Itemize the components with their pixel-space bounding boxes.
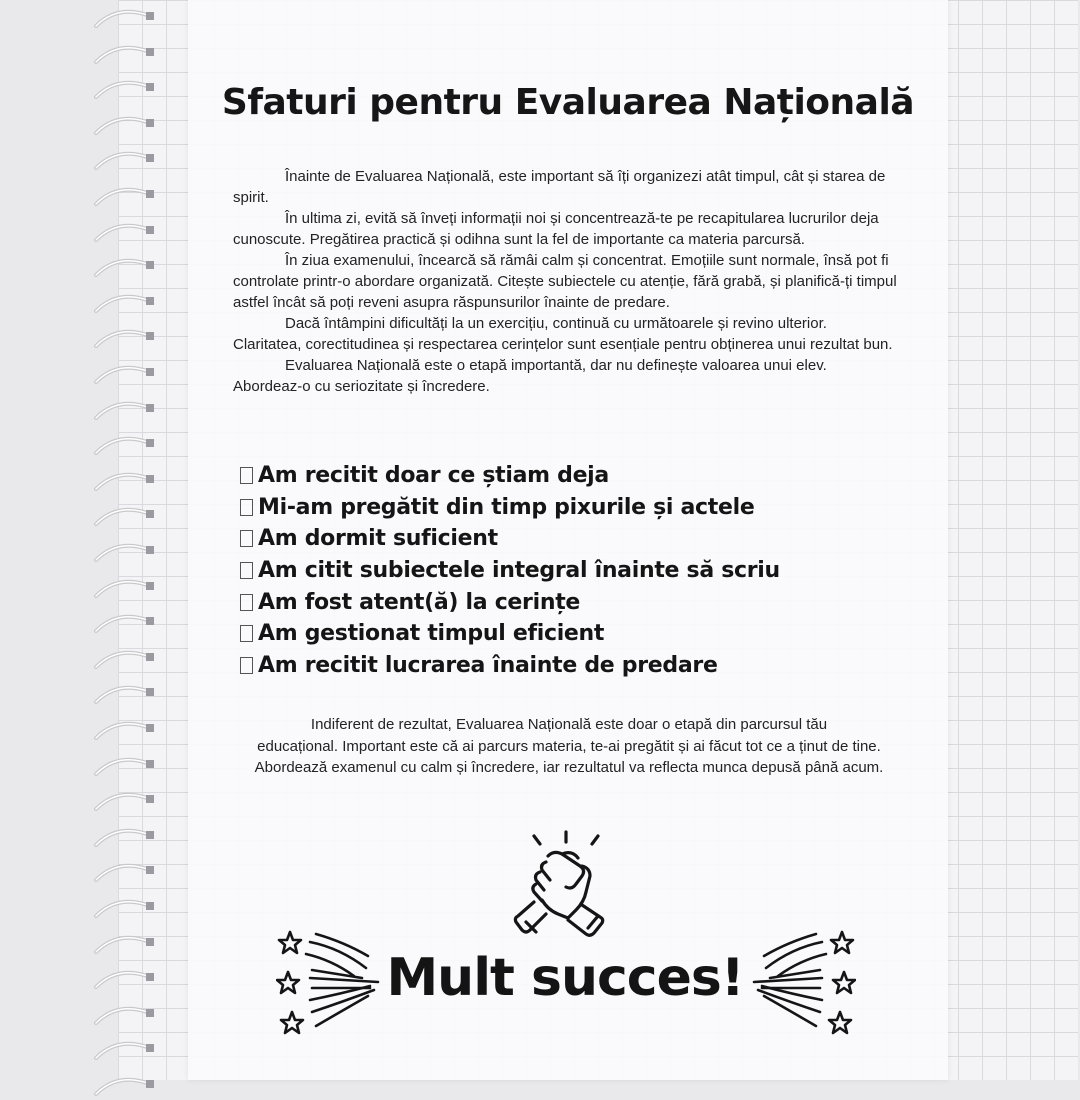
spiral-ring — [90, 218, 165, 246]
spiral-ring — [90, 146, 165, 174]
spiral-ring — [90, 360, 165, 388]
spiral-ring — [90, 894, 165, 922]
spiral-ring — [90, 645, 165, 673]
star-burst-right-icon — [748, 930, 856, 1042]
checkbox-empty-icon[interactable] — [240, 625, 253, 642]
spiral-ring — [90, 787, 165, 815]
intro-paragraph: Dacă întâmpini dificultăți la un exercițiu, continuă cu următoarele și revino ulterior. Claritatea, corectitudinea și respectarea cerințelor sunt esențiale pentru obținerea unui rezultat bun. — [233, 315, 893, 353]
checklist-item[interactable] — [240, 650, 880, 682]
spiral-ring — [90, 858, 165, 886]
closing-text — [222, 714, 916, 779]
spiral-ring — [90, 253, 165, 281]
spiral-ring — [90, 930, 165, 958]
checklist-item[interactable] — [240, 492, 880, 524]
intro-paragraph: În ultima zi, evită să înveți informații noi și concentrează-te pe recapitularea lucrurilor deja cunoscute. Pregătirea practică și odihna sunt la fel de importante ca materia parcursă. — [233, 210, 879, 248]
spiral-ring — [90, 502, 165, 530]
checklist-item[interactable] — [240, 460, 880, 492]
spiral-ring — [90, 823, 165, 851]
closing-line: Indiferent de rezultat, Evaluarea Națională este doar o etapă din parcursul tău — [310, 716, 828, 733]
checklist — [240, 460, 880, 681]
spiral-ring — [90, 965, 165, 993]
spiral-ring — [90, 289, 165, 317]
spiral-ring — [90, 431, 165, 459]
checkbox-empty-icon[interactable] — [240, 499, 253, 516]
intro-text — [233, 166, 897, 397]
checklist-item-label: Mi-am pregătit din timp pixurile și actele — [258, 494, 755, 520]
spiral-ring — [90, 716, 165, 744]
checklist-item[interactable] — [240, 618, 880, 650]
spiral-ring — [90, 182, 165, 210]
spiral-ring — [90, 680, 165, 708]
checklist-item[interactable] — [240, 555, 880, 587]
spiral-ring — [90, 396, 165, 424]
spiral-ring — [90, 75, 165, 103]
star-burst-left-icon — [276, 930, 384, 1042]
checklist-item-label: Am citit subiectele integral înainte să scriu — [258, 558, 780, 584]
spiral-binding — [90, 0, 170, 1080]
checklist-item-label: Am fost atent(ă) la cerințe — [258, 589, 581, 615]
page-title: Sfaturi pentru Evaluarea Națională — [221, 82, 915, 123]
checklist-item-label: Am dormit suficient — [258, 526, 498, 552]
intro-paragraph: În ziua examenului, încearcă să rămâi calm și concentrat. Emoțiile sunt normale, însă pot fi controlate printr-o abordare organizată. Citește subiectele cu atenție, fără grabă, și planifică-ți timpul astfel încât să poți reveni asupra răspunsurilor înainte de predare. — [233, 252, 897, 311]
spiral-ring — [90, 1036, 165, 1064]
spiral-ring — [90, 752, 165, 780]
checklist-item-label: Am recitit lucrarea înainte de predare — [258, 652, 718, 678]
checkbox-empty-icon[interactable] — [240, 467, 253, 484]
checklist-item-label: Am recitit doar ce știam deja — [258, 463, 609, 489]
spiral-ring — [90, 609, 165, 637]
spiral-ring — [90, 467, 165, 495]
spiral-ring — [90, 1001, 165, 1029]
high-five-hands-icon — [506, 828, 626, 946]
mult-succes-heading: Mult succes! — [386, 948, 744, 1008]
closing-line: Abordează examenul cu calm și încredere, iar rezultatul va reflecta munca depusă până acum. — [254, 759, 884, 776]
spiral-ring — [90, 324, 165, 352]
spiral-ring — [90, 1072, 165, 1100]
checklist-item[interactable] — [240, 523, 880, 555]
spiral-ring — [90, 40, 165, 68]
checkbox-empty-icon[interactable] — [240, 594, 253, 611]
checkbox-empty-icon[interactable] — [240, 657, 253, 674]
intro-paragraph: Evaluarea Națională este o etapă importantă, dar nu definește valoarea unui elev. Abordeaz-o cu seriozitate și încredere. — [233, 357, 827, 395]
closing-line: educațional. Important este că ai parcurs materia, te-ai pregătit și ai făcut tot ce a ținut de tine. — [257, 737, 881, 755]
spiral-ring — [90, 111, 165, 139]
checkbox-empty-icon[interactable] — [240, 530, 253, 547]
spiral-ring — [90, 4, 165, 32]
intro-paragraph: Înainte de Evaluarea Națională, este important să îți organizezi atât timpul, cât și starea de spirit. — [233, 168, 886, 206]
checkbox-empty-icon[interactable] — [240, 562, 253, 579]
checklist-item-label: Am gestionat timpul eficient — [258, 621, 605, 647]
spiral-ring — [90, 574, 165, 602]
spiral-ring — [90, 538, 165, 566]
checklist-item[interactable] — [240, 586, 880, 618]
